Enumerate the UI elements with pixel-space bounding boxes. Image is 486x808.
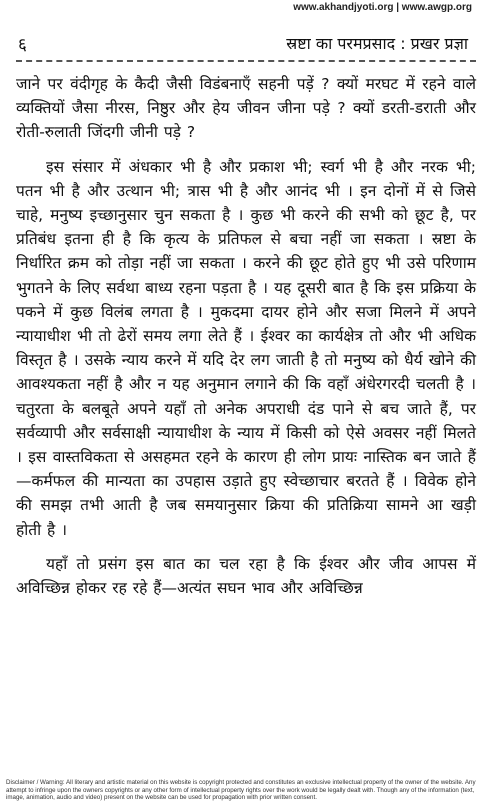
body-text (16, 72, 476, 600)
paragraph: जाने पर वंदीगृह के कैदी जैसी विडंबनाएँ सहनी पड़ें ? क्यों मरघट में रहने वाले व्यक्तियों जैसा नीरस, निष्ठुर और हेय जीवन जीना पड़े ? क्यों डरती-डराती और रोती-रुलाती जिंदगी जीनी पड़े ? (16, 75, 476, 142)
running-title: स्रष्टा का परमप्रसाद : प्रखर प्रज्ञा (286, 34, 468, 53)
paragraph: यहाँ तो प्रसंग इस बात का चल रहा है कि ईश्वर और जीव आपस में अविच्छिन्न होकर रह रहे हैं—अत्यंत सघन भाव और अविच्छिन्न (16, 554, 476, 598)
disclaimer: Disclaimer / Warning: All literary and artistic material on this website is copyright protected and constitutes an exclusive intellectual property of the owner of the website. Any attempt to infringe upon the owners copyrights or any other form of intellectual property rights over the work would be legally dealt with. Though any of the information (text, image, animation, audio and video) present on the website can be used for propagation with prior written consent. (6, 779, 476, 802)
header-divider (16, 60, 476, 62)
paragraph: इस संसार में अंधकार भी है और प्रकाश भी; स्वर्ग भी है और नरक भी; पतन भी है और उत्थान भी; त्रास भी है और आनंद भी । इन दोनों में से जिसे चाहे, मनुष्य इच्छानुसार चुन सकता है । कुछ भी करने की सभी को छूट है, पर प्रतिबंध इतना ही है कि कृत्य के प्रतिफल से बचा नहीं जा सकता । स्रष्टा के निर्धारित क्रम को तोड़ा नहीं जा सकता । करने की छूट होते हुए भी उसे परिणाम भुगतने के लिए सर्वथा बाध्य रहना पड़ता है । यह दूसरी बात है कि इस प्रक्रिया के पकने में कुछ विलंब लगता है । मुकदमा दायर होने और सजा मिलने में अपने न्यायाधीश भी तो ढेरों समय लगा लेते हैं । ईश्वर का कार्यक्षेत्र तो और भी अधिक विस्तृत है । उसके न्याय करने में यदि देर लग जाती है तो मनुष्य को धैर्य खोने की आवश्यकता नहीं है और न यह अनुमान लगाने की कि वहाँ अंधेरगरदी चलती है । चतुरता के बलबूते अपने यहाँ तो अनेक अपराधी दंड पाने से बच जाते हैं, पर सर्वव्यापी और सर्वसाक्षी न्यायाधीश के न्याय में किसी को ऐसे अवसर नहीं मिलते । इस वास्तविकता से असहमत रहने के कारण ही लोग प्रायः नास्तिक बन जाते हैं—कर्मफल की मान्यता का उपहास उड़ाते हुए स्वेच्छाचार बरतते हैं । विवेक होने की समझ तभी आती है जब समयानुसार क्रिया की प्रतिक्रिया सामने आ खड़ी होती है । (16, 157, 476, 539)
site-url[interactable]: www.akhandjyoti.org | www.awgp.org (293, 2, 472, 13)
page-header (14, 32, 474, 54)
page-number: ६ (18, 35, 27, 55)
